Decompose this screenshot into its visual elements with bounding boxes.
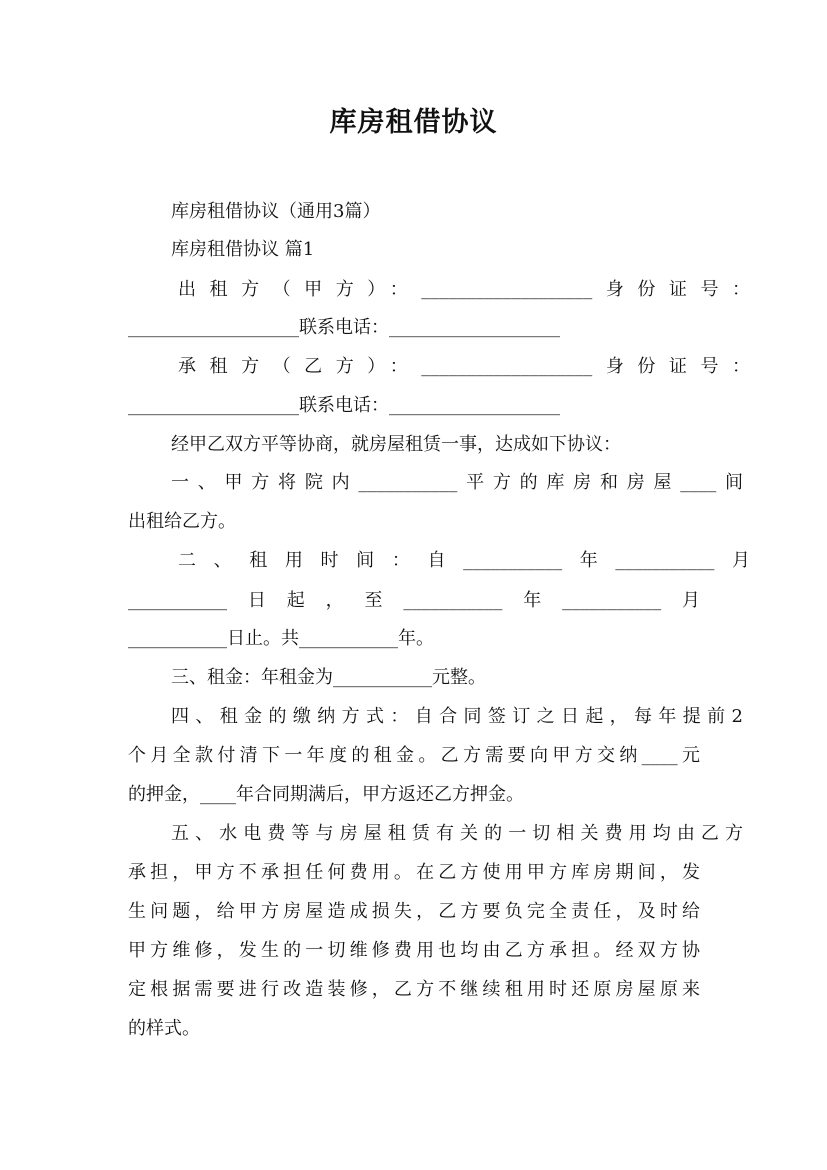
clause-2-line-1: 二、租用时间：自___________年___________月 — [178, 550, 750, 571]
clause-4-line-3: 的押金，____年合同期满后，甲方返还乙方押金。 — [128, 784, 524, 805]
clause-5-line-2: 承担，甲方不承担任何费用。在乙方使用甲方库房期间，发 — [128, 862, 700, 883]
section-heading: 库房租借协议 篇1 — [171, 239, 315, 260]
clause-4-line-2: 个月全款付清下一年度的租金。乙方需要向甲方交纳____元 — [128, 745, 700, 766]
agreement-intro: 经甲乙双方平等协商，就房屋租赁一事，达成如下协议： — [171, 434, 621, 455]
clause-4-line-1: 四、租金的缴纳方式：自合同签订之日起，每年提前2 — [171, 706, 743, 727]
document-title: 库房租借协议 — [329, 107, 498, 138]
clause-3: 三、租金：年租金为___________元整。 — [171, 667, 486, 688]
clause-1-line-2: 出租给乙方。 — [128, 511, 236, 532]
clause-2-line-2: ___________日起，至___________年___________月 — [128, 590, 700, 611]
subtitle: 库房租借协议（通用3篇） — [171, 201, 381, 222]
clause-1-line-1: 一、甲方将院内___________平方的库房和房屋____间 — [171, 472, 743, 493]
clause-2-line-3: ___________日止。共___________年。 — [128, 628, 434, 649]
lessee-contact-line: ___________________联系电话：___________________ — [128, 395, 560, 416]
clause-5-line-1: 五、水电费等与房屋租赁有关的一切相关费用均由乙方 — [171, 823, 743, 844]
clause-5-line-3: 生问题，给甲方房屋造成损失，乙方要负完全责任，及时给 — [128, 901, 700, 922]
clause-5-line-4: 甲方维修，发生的一切维修费用也均由乙方承担。经双方协 — [128, 940, 700, 961]
lessor-contact-line: ___________________联系电话：___________________ — [128, 317, 560, 338]
lessee-line: 承租方（乙方）：___________________身份证号： — [178, 356, 750, 377]
lessor-line: 出租方（甲方）：___________________身份证号： — [178, 279, 750, 300]
clause-5-line-5: 定根据需要进行改造装修，乙方不继续租用时还原房屋原来 — [128, 979, 700, 1000]
clause-5-line-6: 的样式。 — [128, 1018, 200, 1039]
